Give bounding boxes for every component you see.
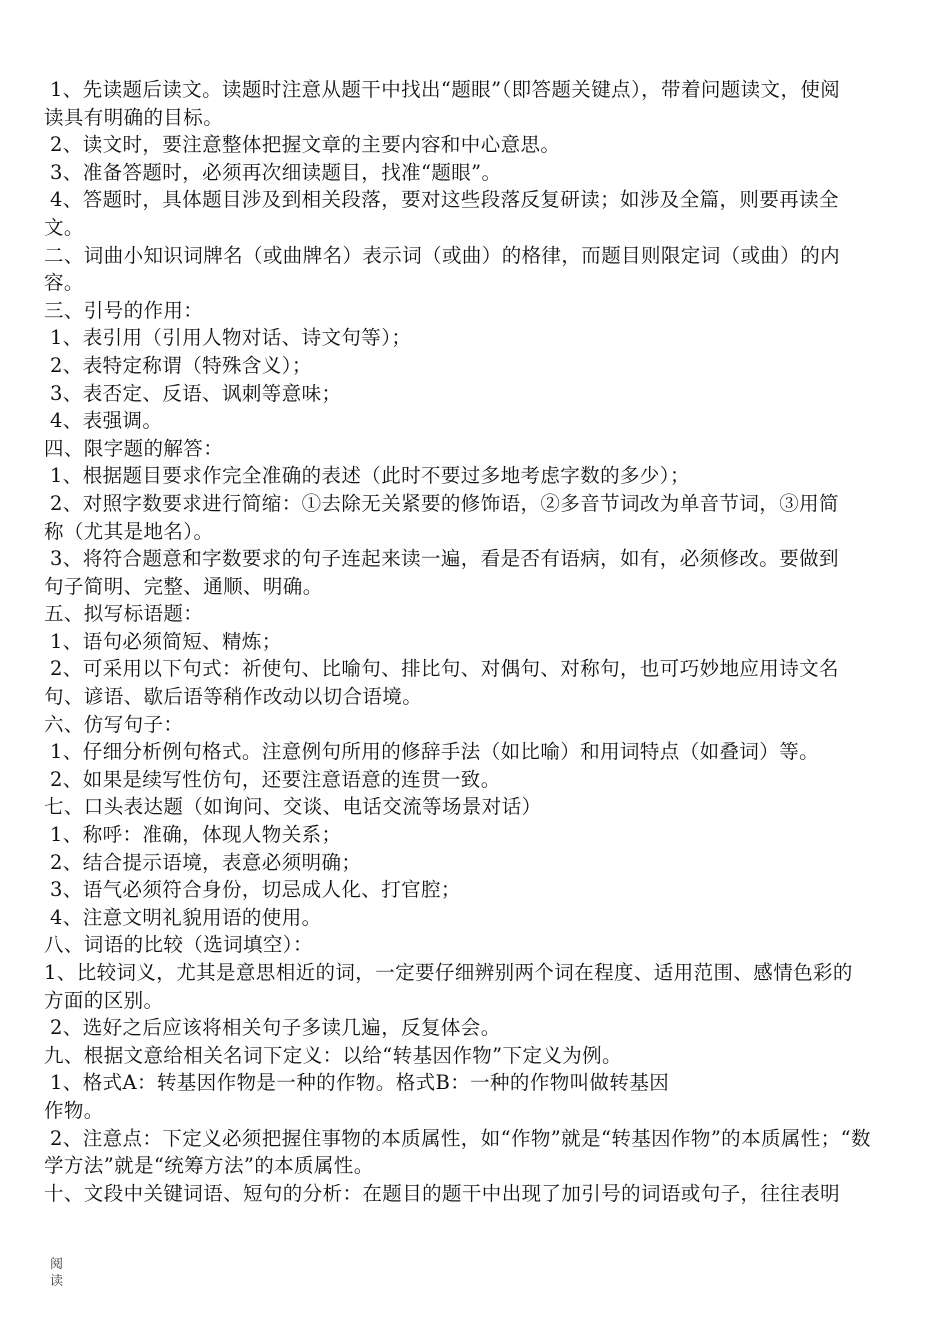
text-line: 3、准备答题时，必须再次细读题目，找准“题眼”。 [50,160,502,184]
section-heading: 四、限字题的解答： [44,436,224,460]
footer-label-char: 阅 [50,1257,64,1272]
text-line: 2、读文时，要注意整体把握文章的主要内容和中心意思。 [50,133,561,157]
footer-label-char: 读 [50,1274,64,1289]
text-line: 1、比较词义，尤其是意思相近的词，一定要仔细辨别两个词在程度、适用范围、感情色彩的 [44,961,853,984]
text-line: 4、答题时，具体题目涉及到相关段落，要对这些段落反复研读；如涉及全篇，则要再读全 [50,188,839,212]
text-line: 4、表强调。 [50,409,163,433]
text-line: 1、称呼：准确，体现人物关系； [50,823,342,847]
section-heading: 十、文段中关键词语、短句的分析：在题目的题干中出现了加引号的词语或句子，往往表明 [44,1181,841,1205]
text-line: 2、表特定称谓（特殊含义）； [50,353,312,377]
text-line: 2、可采用以下句式：祈使句、比喻句、排比句、对偶句、对称句，也可巧妙地应用诗文名 [50,657,839,681]
text-line: 1、先读题后读文。读题时注意从题干中找出“题眼”（即答题关键点），带着问题读文，使阅 [50,78,841,101]
section-heading: 三、引号的作用： [44,298,204,322]
text-line: 2、对照字数要求进行简缩：①去除无关紧要的修饰语，②多音节词改为单音节词，③用简 [50,491,839,515]
text-line: 2、结合提示语境，表意必须明确； [50,850,362,874]
document-body [44,76,910,1207]
text-line: 作物。 [44,1098,104,1122]
text-line: 3、语气必须符合身份，切忌成人化、打官腔； [50,878,461,902]
text-line: 方面的区别。 [44,988,164,1012]
text-line: 4、注意文明礼貌用语的使用。 [50,905,322,929]
text-line: 3、将符合题意和字数要求的句子连起来读一遍，看是否有语病，如有，必须修改。要做到 [50,547,839,571]
section-heading: 九、根据文意给相关名词下定义：以给“转基因作物”下定义为例。 [44,1043,622,1067]
section-heading: 七、口头表达题（如询问、交谈、电话交流等场景对话） [44,795,542,819]
text-line: 1、格式A：转基因作物是一种的作物。格式B：一种的作物叫做转基因 [50,1071,670,1095]
text-line: 2、如果是续写性仿句，还要注意语意的连贯一致。 [50,767,501,791]
text-line: 1、语句必须简短、精炼； [50,629,282,653]
text-line: 称（尤其是地名）。 [44,519,214,543]
text-line: 3、表否定、反语、讽刺等意味； [50,381,342,405]
text-line: 读具有明确的目标。 [44,105,224,129]
section-heading: 八、词语的比较（选词填空）： [44,933,313,957]
text-line: 1、表引用（引用人物对话、诗文句等）； [50,326,412,350]
text-line: 1、根据题目要求作完全准确的表述（此时不要过多地考虑字数的多少）； [50,464,690,488]
text-line: 文。 [44,215,84,239]
text-line: 句子简明、完整、通顺、明确。 [44,574,323,598]
section-heading: 二、词曲小知识词牌名（或曲牌名）表示词（或曲）的格律，而题目则限定词（或曲）的内 [44,243,841,267]
section-heading: 六、仿写句子： [44,712,184,736]
text-line: 2、选好之后应该将相关句子多读几遍，反复体会。 [50,1016,501,1040]
section-heading: 五、拟写标语题： [44,602,204,626]
text-line: 句、谚语、歇后语等稍作改动以切合语境。 [44,685,423,709]
text-line: 学方法”就是“统筹方法”的本质属性。 [44,1154,374,1178]
text-line: 容。 [44,271,84,295]
text-line: 2、注意点：下定义必须把握住事物的本质属性，如“作物”就是“转基因作物”的本质属性；“数 [50,1126,871,1150]
text-line: 1、仔细分析例句格式。注意例句所用的修辞手法（如比喻）和用词特点（如叠词）等。 [50,740,820,764]
